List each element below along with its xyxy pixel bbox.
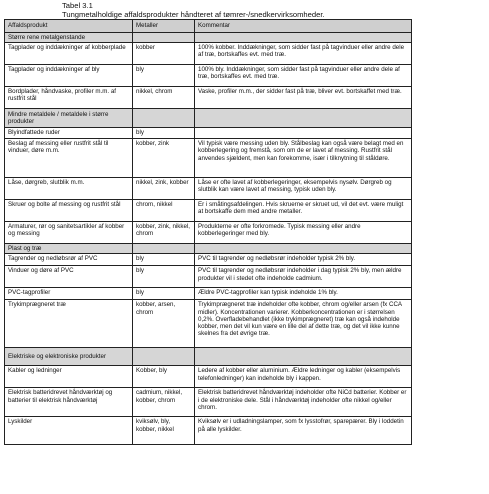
product-cell: Kabler og ledninger — [5, 366, 133, 388]
comment-cell: Vil typisk være messing uden bly. Stålbeslag kan også være belagt med en kobberlegering og fremstå, som om de er lavet af messing. Rustfrit stål anvendes sjældent, men kan forekomme, især i tilknytning til ståldøre. — [195, 139, 412, 178]
metals-cell: bly — [133, 65, 195, 87]
section-row — [5, 109, 412, 128]
product-cell: Armaturer, rør og sanitetsartikler af kobber og messing — [5, 222, 133, 244]
section-metals-cell — [133, 348, 195, 366]
section-label: Mindre metaldele / metaldele i større produkter — [5, 109, 133, 128]
table-row — [5, 87, 412, 109]
product-cell: Skruer og bolte af messing og rustfrit stål — [5, 200, 133, 222]
table-row — [5, 388, 412, 417]
section-label: Elektriske og elektroniske produkter — [5, 348, 133, 366]
table-number: Tabel 3.1 — [62, 1, 93, 10]
waste-products-table — [4, 19, 412, 445]
metals-cell: bly — [133, 266, 195, 288]
table-row — [5, 128, 412, 139]
metals-cell: kviksølv, bly, kobber, nikkel — [133, 417, 195, 445]
table-row — [5, 417, 412, 445]
comment-cell: Ledere af kobber eller aluminium. Ældre ledninger og kabler (eksempelvis telefonledninger) kan indeholde bly i kappen. — [195, 366, 412, 388]
section-comment-cell — [195, 244, 412, 254]
table-body — [5, 33, 412, 445]
metals-cell: kobber, zink — [133, 139, 195, 178]
column-header-metals: Metaller — [133, 20, 195, 33]
comment-cell: Trykimprægneret træ indeholder ofte kobber, chrom og/eller arsen (fx CCA midler). Koncentrationen varierer. Kobberkoncentrationen er i størrelsen 0,2%. Overfladebehandlet (ikke trykimprægneret) træ kan også indeholde kobber, men det vil kun være en lille del af dette træ, og det vil ikke kunne skelnes fra det øvrige træ. — [195, 300, 412, 348]
section-comment-cell — [195, 348, 412, 366]
comment-cell: Elektrisk batteridrevet håndværktøj indeholder ofte NiCd batterier. Kobber er i de elektroniske dele. Stål i håndværktøj indeholder ofte nikkel og/eller chrom. — [195, 388, 412, 417]
product-cell: Tagrender og nedløbsrør af PVC — [5, 254, 133, 266]
header-row — [5, 20, 412, 33]
metals-cell: nikkel, chrom — [133, 87, 195, 109]
table-row — [5, 43, 412, 65]
comment-cell: PVC til tagrender og nedløbsrør indeholder typisk 2% bly. — [195, 254, 412, 266]
table-row — [5, 266, 412, 288]
product-cell: Elektrisk batteridrevet håndværktøj og batterier til elektrisk håndværktøj — [5, 388, 133, 417]
product-cell: Låse, dørgreb, slutblik m.m. — [5, 178, 133, 200]
comment-cell: 100% kobber. Inddækninger, som sidder fast på tagvinduer eller andre dele af træ, bortskaffes evt. med træ. — [195, 43, 412, 65]
table-title: Tungmetalholdige affaldsprodukter håndteret af tømrer-/snedkervirksomheder. — [62, 9, 325, 19]
comment-cell — [195, 128, 412, 139]
column-header-product: Affaldsprodukt — [5, 20, 133, 33]
product-cell: Lyskilder — [5, 417, 133, 445]
section-label: Større rene metalgenstande — [5, 33, 133, 43]
section-label: Plast og træ — [5, 244, 133, 254]
table-row — [5, 300, 412, 348]
product-cell: Blyindfattede ruder — [5, 128, 133, 139]
column-header-comment: Kommentar — [195, 20, 412, 33]
section-row — [5, 244, 412, 254]
product-cell: Tagplader og inddækninger af kobberplade — [5, 43, 133, 65]
product-cell: Beslag af messing eller rustfrit stål til vinduer, døre m.m. — [5, 139, 133, 178]
section-metals-cell — [133, 109, 195, 128]
comment-cell: Vaske, profiler m.m., der sidder fast på træ, bliver evt. bortskaffet med træ. — [195, 87, 412, 109]
table-row — [5, 178, 412, 200]
metals-cell: chrom, nikkel — [133, 200, 195, 222]
metals-cell: bly — [133, 254, 195, 266]
table-row — [5, 65, 412, 87]
metals-cell: kobber, arsen, chrom — [133, 300, 195, 348]
product-cell: PVC-tagprofiler — [5, 288, 133, 300]
comment-cell: Ældre PVC-tagprofiler kan typisk indeholde 1% bly. — [195, 288, 412, 300]
section-comment-cell — [195, 33, 412, 43]
comment-cell: PVC til tagrender og nedløbsrør indeholder i dag typisk 2% bly, men ældre produkter vil i stedet ofte indeholde cadmium. — [195, 266, 412, 288]
metals-cell: nikkel, zink, kobber — [133, 178, 195, 200]
table-row — [5, 139, 412, 178]
metals-cell: bly — [133, 288, 195, 300]
table-row — [5, 288, 412, 300]
metals-cell: kobber, zink, nikkel, chrom — [133, 222, 195, 244]
product-cell: Trykimprægneret træ — [5, 300, 133, 348]
section-comment-cell — [195, 109, 412, 128]
comment-cell: Kviksølv er i udladningslamper, som fx lysstofrør, sparepærer. Bly i loddetin på alle lyskilder. — [195, 417, 412, 445]
product-cell: Bordplader, håndvaske, profiler m.m. af rustfrit stål — [5, 87, 133, 109]
product-cell: Vinduer og døre af PVC — [5, 266, 133, 288]
table-row — [5, 222, 412, 244]
comment-cell: Er i småtingsafdelingen. Hvis skruerne er skruet ud, vil det evt. være muligt at bortskaffe dem med andre metaller. — [195, 200, 412, 222]
table-caption — [62, 2, 482, 19]
table-row — [5, 366, 412, 388]
comment-cell: Produkterne er ofte forkromede. Typisk messing eller andre kobberlegeringer med bly. — [195, 222, 412, 244]
table-header — [5, 20, 412, 33]
metals-cell: bly — [133, 128, 195, 139]
metals-cell: cadmium, nikkel, kobber, chrom — [133, 388, 195, 417]
section-metals-cell — [133, 244, 195, 254]
comment-cell: 100% bly. Inddækninger, som sidder fast på tagvinduer eller andre dele af træ, bortskaffes evt. med træ. — [195, 65, 412, 87]
section-row — [5, 348, 412, 366]
table-row — [5, 254, 412, 266]
section-row — [5, 33, 412, 43]
product-cell: Tagplader og inddækninger af bly — [5, 65, 133, 87]
metals-cell: Kobber, bly — [133, 366, 195, 388]
section-metals-cell — [133, 33, 195, 43]
comment-cell: Låse er ofte lavet af kobberlegeringer, eksempelvis nysølv. Dørgreb og slutblik kan være lavet af messing, typisk uden bly. — [195, 178, 412, 200]
metals-cell: kobber — [133, 43, 195, 65]
table-row — [5, 200, 412, 222]
